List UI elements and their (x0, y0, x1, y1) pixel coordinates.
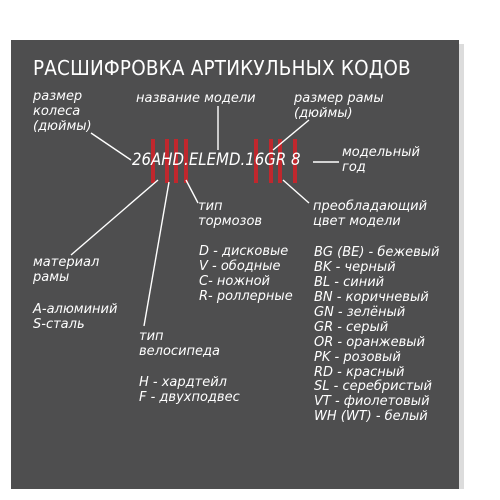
diagram-title: РАСШИФРОВКА АРТИКУЛЬНЫХ КОДОВ (33, 56, 411, 80)
brake-code-item: R- роллерные (199, 288, 293, 304)
brake-codes-list (199, 245, 293, 305)
material-code-item: S-сталь (33, 316, 85, 332)
board-shadow (459, 44, 464, 489)
label-model-year: модельный год (342, 145, 420, 175)
code-color: GR (264, 150, 287, 170)
brake-code-item: D - дисковые (199, 244, 289, 259)
label-frame-size: размер рамы (дюймы) (294, 91, 384, 121)
code-wheel-size: 26 (132, 150, 152, 170)
brake-code-item: V - ободные (199, 258, 281, 274)
color-code-item: BL - синий (314, 274, 385, 290)
frame-material-codes (33, 303, 117, 333)
color-code-item: SL - серебристый (314, 379, 432, 395)
code-frame-size: 16 (245, 150, 265, 170)
color-code-item: PK - розовый (314, 349, 401, 365)
line-wheel-size (91, 133, 131, 160)
article-code (132, 151, 301, 171)
bike-type-code-item: H - хардтейл (139, 375, 227, 390)
color-code-item: BN - коричневый (314, 289, 429, 305)
bike-type-code-item: F - двухподвес (139, 389, 240, 405)
code-model-name: .ELEMD. (184, 150, 246, 170)
label-frame-material: материал рамы (33, 255, 100, 285)
color-code-item: OR - оранжевый (314, 334, 425, 350)
line-frame-size (273, 120, 309, 150)
color-code-item: WH (WT) - белый (314, 409, 428, 425)
label-brake-type: тип тормозов (198, 199, 263, 229)
label-model-name: название модели (136, 91, 256, 106)
diagram-board (11, 40, 459, 489)
label-main-color: преобладающий цвет модели (313, 199, 428, 229)
line-bike-type (144, 182, 169, 326)
brake-code-item: C- ножной (199, 273, 270, 289)
color-code-item: GR - серый (314, 319, 389, 335)
code-type: AHD (151, 150, 185, 170)
color-code-item: VT - фиолетовый (314, 394, 430, 410)
code-year: 8 (291, 150, 301, 170)
color-code-item: GN - зелёный (314, 304, 406, 320)
color-code-item: BK - черный (314, 259, 396, 275)
line-main-color (283, 180, 309, 203)
label-wheel-size: размер колеса (дюймы) (33, 89, 92, 134)
material-code-item: A-алюминий (33, 302, 118, 317)
color-code-item: RD - красный (314, 364, 405, 380)
color-code-item: BG (BE) - бежевый (314, 245, 440, 260)
line-frame-material (71, 180, 158, 255)
color-codes-list (314, 246, 439, 425)
label-bike-type: тип велосипеда (139, 329, 220, 359)
line-brake-type (186, 180, 198, 203)
bike-type-codes (139, 376, 240, 406)
